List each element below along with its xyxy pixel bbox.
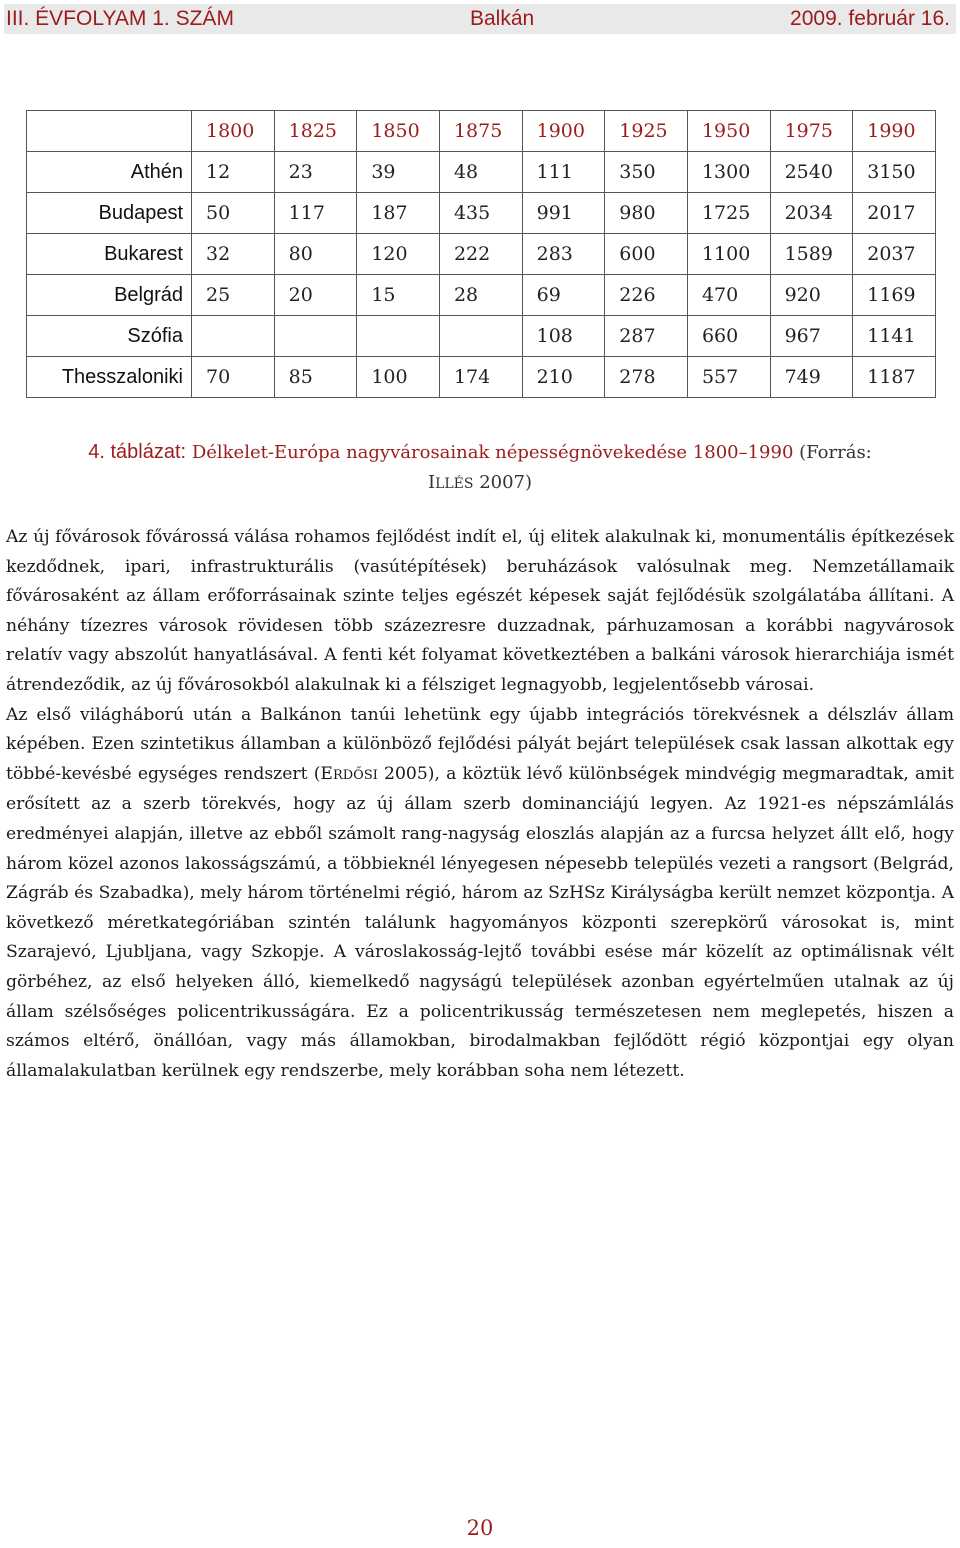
population-value-cell (439, 316, 522, 357)
city-name-cell: Bukarest (27, 234, 192, 275)
year-header-cell: 1875 (439, 111, 522, 152)
population-value-cell: 80 (274, 234, 357, 275)
population-value-cell (274, 316, 357, 357)
population-value-cell: 920 (770, 275, 853, 316)
year-header-cell: 1990 (853, 111, 936, 152)
population-value-cell: 226 (605, 275, 688, 316)
population-value-cell (192, 316, 275, 357)
caption-author-initial: I (427, 472, 436, 493)
population-value-cell: 470 (687, 275, 770, 316)
year-header-cell: 1975 (770, 111, 853, 152)
population-value-cell: 2017 (853, 193, 936, 234)
population-value-cell: 85 (274, 357, 357, 398)
population-value-cell: 222 (439, 234, 522, 275)
population-value-cell: 278 (605, 357, 688, 398)
header-date: 2009. február 16. (790, 7, 950, 30)
population-value-cell: 557 (687, 357, 770, 398)
population-value-cell: 749 (770, 357, 853, 398)
population-value-cell: 980 (605, 193, 688, 234)
caption-source-close: 2007) (479, 472, 533, 493)
population-value-cell: 1725 (687, 193, 770, 234)
population-value-cell: 25 (192, 275, 275, 316)
population-value-cell: 991 (522, 193, 605, 234)
page-number: 20 (466, 1516, 494, 1540)
year-header-cell: 1800 (192, 111, 275, 152)
citation-author-initial: E (320, 763, 333, 784)
population-value-cell: 1300 (687, 152, 770, 193)
population-value-cell: 120 (357, 234, 440, 275)
population-value-cell: 660 (687, 316, 770, 357)
population-value-cell: 600 (605, 234, 688, 275)
population-value-cell: 69 (522, 275, 605, 316)
city-name-cell: Thesszaloniki (27, 357, 192, 398)
population-value-cell: 435 (439, 193, 522, 234)
population-value-cell: 32 (192, 234, 275, 275)
population-value-cell: 12 (192, 152, 275, 193)
running-header (4, 4, 956, 34)
population-value-cell: 283 (522, 234, 605, 275)
population-value-cell (357, 316, 440, 357)
population-value-cell: 287 (605, 316, 688, 357)
population-value-cell: 48 (439, 152, 522, 193)
year-header-cell: 1950 (687, 111, 770, 152)
city-name-cell: Athén (27, 152, 192, 193)
paragraph-2-part-2: 2005), a köztük lévő különbségek mindvégig megmaradtak, amit erősített az a szerb törekvés, hogy az új állam szerb dominanciájú legyen. Az 1921-es népszámlálás eredményei alapján, illetve az ebből számolt rang-nagyság eloszlás alapján az a furcsa helyzet állt elő, hogy három közel azonos lakosságszámú, a többieknél lényegesen népesebb település vezeti a rangsort (Belgrád, Zágráb és Szabadka), mely három történelmi régió, három az SzHSz Királyságba került nemzet központja. A következő méretkategóriában szintén találunk hagyományos központi szerepkörű városokat is, mint Szarajevó, Ljubljana, vagy Szkopje. A városlakosság-lejtő további esése már közelít az optimálisnak vélt görbéhez, az első helyeken álló, kiemelkedő nagyságú települések azonban egyértelműen utalnak az új állam szélsőséges policentrikusságára. Ez a policentrikusság természetesen nem meglepetés, hiszen a számos eltérő, önállóan, vagy más államokban, birodalmakban fejlődött régió központjai egy olyan államalakulatban kerülnek egy rendszerbe, mely korábban soha nem létezett. (6, 763, 954, 1081)
population-value-cell: 2037 (853, 234, 936, 275)
population-value-cell: 70 (192, 357, 275, 398)
paragraph-1: Az új fővárosok fővárossá válása rohamos fejlődést indít el, új elitek alakulnak ki, monumentális építkezések kezdődnek, ipari, infrastrukturális (vasútépítések) beruházások valósulnak meg. Nemzetállamaik fővárosaként az állam erőforrásainak szinte teljes egészét képesek saját fejlődésük szolgálatába állítani. A néhány tízezres városok rövidesen több százezresre duzzadnak, párhuzamosan a korábbi nagyvárosok relatív vagy abszolút hanyatlásával. A fenti két folyamat következtében a balkáni városok hierarchiája ismét átrendeződik, az új fővárosokból alakulnak ki a félsziget legnagyobb, legjelentősebb városai. (6, 527, 954, 695)
paragraph-2 (6, 701, 954, 1087)
population-value-cell: 967 (770, 316, 853, 357)
city-name-cell: Belgrád (27, 275, 192, 316)
population-value-cell: 50 (192, 193, 275, 234)
year-header-cell: 1825 (274, 111, 357, 152)
population-value-cell: 1589 (770, 234, 853, 275)
header-journal-title: Balkán (470, 7, 535, 30)
paragraph-2-part-1: Az első világháború után a Balkánon tanúi lehetünk egy újabb integrációs törekvésnek a délszláv állam képében. Ezen szintetikus államban a különböző fejlődési pályát bejárt települések csak lassan alkottak egy többé-kevésbé egységes rendszert ( (6, 704, 954, 784)
population-value-cell: 108 (522, 316, 605, 357)
body-text (6, 523, 954, 1086)
population-value-cell: 39 (357, 152, 440, 193)
city-name-cell: Budapest (27, 193, 192, 234)
table-header-row (27, 111, 936, 152)
caption-description: Délkelet-Európa nagyvárosainak népességnövekedése 1800–1990 (191, 442, 794, 463)
population-value-cell: 3150 (853, 152, 936, 193)
population-value-cell: 117 (274, 193, 357, 234)
population-value-cell: 1187 (853, 357, 936, 398)
caption-author-rest: LLÉS (435, 476, 474, 492)
population-value-cell: 1169 (853, 275, 936, 316)
population-value-cell: 20 (274, 275, 357, 316)
citation-author-rest: RDŐSI (332, 767, 378, 783)
caption-source-open: (Forrás: (799, 442, 872, 463)
population-value-cell: 2540 (770, 152, 853, 193)
population-value-cell: 210 (522, 357, 605, 398)
population-value-cell: 15 (357, 275, 440, 316)
table-row (27, 152, 936, 193)
year-header-cell: 1850 (357, 111, 440, 152)
population-value-cell: 111 (522, 152, 605, 193)
table-row (27, 357, 936, 398)
header-volume: III. ÉVFOLYAM 1. SZÁM (6, 7, 234, 30)
population-value-cell: 350 (605, 152, 688, 193)
table-row (27, 234, 936, 275)
year-header-cell: 1925 (605, 111, 688, 152)
population-value-cell: 23 (274, 152, 357, 193)
year-header-cell: 1900 (522, 111, 605, 152)
caption-label: 4. táblázat: (88, 441, 187, 463)
table-caption (6, 437, 954, 499)
population-value-cell: 1100 (687, 234, 770, 275)
city-name-cell: Szófia (27, 316, 192, 357)
table-row (27, 316, 936, 357)
table-row (27, 275, 936, 316)
population-value-cell: 2034 (770, 193, 853, 234)
population-value-cell: 187 (357, 193, 440, 234)
population-value-cell: 100 (357, 357, 440, 398)
table-corner-cell (27, 111, 192, 152)
population-table (26, 110, 936, 398)
population-value-cell: 1141 (853, 316, 936, 357)
table-row (27, 193, 936, 234)
population-value-cell: 174 (439, 357, 522, 398)
population-value-cell: 28 (439, 275, 522, 316)
